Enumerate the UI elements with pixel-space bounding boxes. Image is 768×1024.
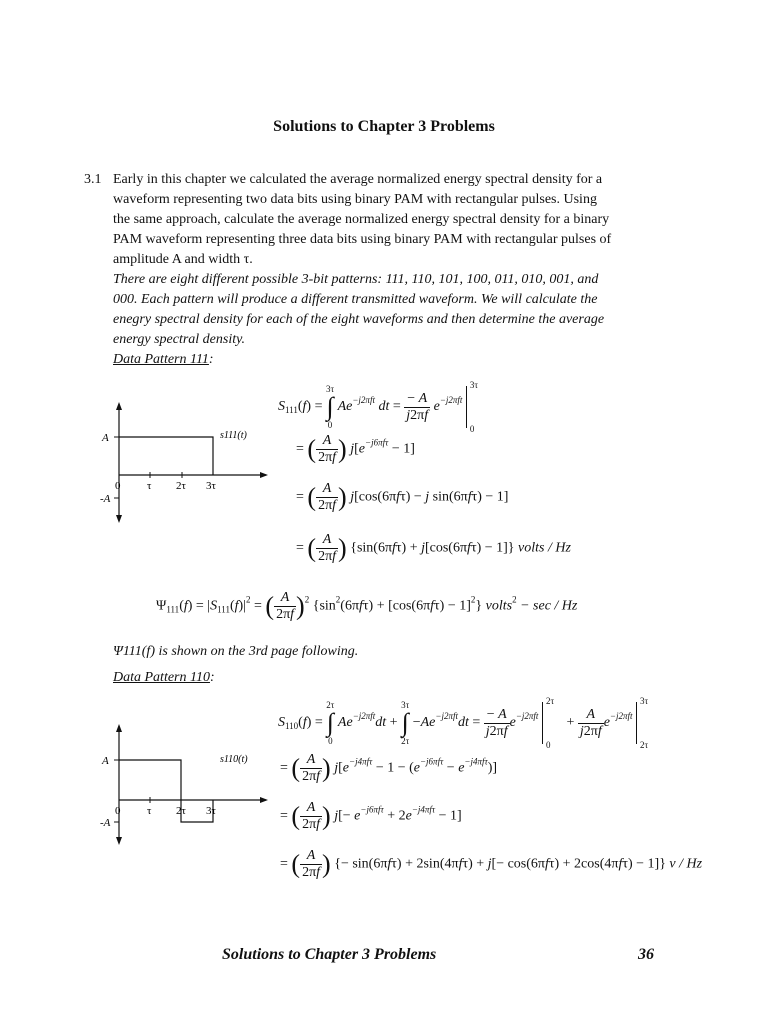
statement-line: amplitude A and width τ. bbox=[113, 252, 253, 267]
waveform-plot-111 bbox=[98, 400, 268, 525]
equation-s111: $S_{111}(f)$ = 3τ ∫ 0 $Ae^{-j2\pi ft}$ dt = $\frac{- A}{j2\pi f}$ $e^{-j2\pi ft}$ 3τ 0 bbox=[278, 384, 487, 430]
page-number: 36 bbox=[638, 946, 654, 963]
equation-psi111: $\Psi_{111}(f) = |S_{111}(f)|^2$ = ( $\frac{A}{2\pi f}$ )$^2$ $\{\sin^2(6\pi f\tau) + [\cos(6\pi f\tau) - 1]^2\}$ volts$^2$ − sec / Hz bbox=[156, 590, 578, 622]
intro-line: enegry spectral density for each of the eight waveforms and then determine the average bbox=[113, 312, 605, 327]
waveform-plot-110 bbox=[98, 722, 268, 847]
amp-neg-label: -A bbox=[100, 817, 111, 829]
x-axis-arrow bbox=[260, 472, 268, 478]
solution-intro bbox=[113, 270, 653, 350]
problem-number: 3.1 bbox=[84, 172, 102, 187]
pattern-110-heading-text: Data Pattern 110 bbox=[113, 670, 210, 685]
equation-s110-step2: = ( $\frac{A}{2\pi f}$ ) $j[e^{-j4\pi f\tau} - 1 - (e^{-j6\pi f\tau} - e^{-j4\pi f\tau})]$ bbox=[280, 752, 498, 784]
y-axis-arrow-up bbox=[116, 402, 122, 410]
t-0: 0 bbox=[115, 805, 121, 817]
equation-s110: $S_{110}(f)$ = 2τ ∫ 0 $Ae^{-j2\pi ft}dt$ + 3τ ∫ 2τ $-Ae^{-j2\pi ft}dt$ = $\frac{- A}{j2\pi f}$ $e^{-j2\pi ft}$ 2τ 0 + $\frac{A}{j2\pi f}$ $e^{-j2\pi ft}$ 3τ 2τ bbox=[278, 700, 655, 746]
equation-s111-step4: = ( $\frac{A}{2\pi f}$ ) {sin(6πfτ) + j[cos(6πfτ) − 1]} volts / Hz bbox=[296, 532, 571, 564]
t-2tau: 2τ bbox=[176, 805, 186, 817]
statement-line: PAM waveform representing three data bits using binary PAM with rectangular pulses of bbox=[113, 232, 612, 247]
page-title: Solutions to Chapter 3 Problems bbox=[273, 118, 495, 135]
pattern-110-heading bbox=[113, 668, 653, 688]
t-2tau: 2τ bbox=[176, 480, 186, 492]
y-axis-arrow-down bbox=[116, 515, 122, 523]
y-axis-arrow-up bbox=[116, 724, 122, 732]
footer-title: Solutions to Chapter 3 Problems bbox=[222, 946, 437, 963]
heading-colon: : bbox=[208, 352, 214, 367]
pulse-waveform bbox=[119, 437, 213, 475]
t-tau: τ bbox=[147, 805, 152, 817]
intro-line: There are eight different possible 3-bit patterns: 111, 110, 101, 100, 011, 010, 001, and bbox=[113, 272, 599, 287]
intro-line: energy spectral density. bbox=[113, 332, 246, 347]
equation-s110-step4: = ( $\frac{A}{2\pi f}$ ) {− sin(6πfτ) + 2sin(4πfτ) + j[− cos(6πfτ) + 2cos(4πfτ) − 1]} v / Hz bbox=[280, 848, 703, 880]
equation-s110-step3: = ( $\frac{A}{2\pi f}$ ) $j[- e^{-j6\pi f\tau} + 2e^{-j4\pi f\tau} - 1]$ bbox=[280, 800, 462, 832]
equation-s111-step2: = ( $\frac{A}{2\pi f}$ ) $j[e^{-j6\pi f\tau} - 1]$ bbox=[296, 433, 415, 465]
signal-label: s111(t) bbox=[220, 430, 247, 441]
t-3tau: 3τ bbox=[206, 480, 216, 492]
t-tau: τ bbox=[147, 480, 152, 492]
signal-label: s110(t) bbox=[220, 754, 248, 765]
pattern-111-heading bbox=[113, 350, 653, 370]
intro-line: 000. Each pattern will produce a different transmitted waveform. We will calculate the bbox=[113, 292, 598, 307]
y-axis-arrow-down bbox=[116, 837, 122, 845]
amp-pos-label: A bbox=[102, 432, 109, 444]
heading-colon: : bbox=[209, 670, 215, 685]
equation-s111-step3: = ( $\frac{A}{2\pi f}$ ) j[cos(6πfτ) − j sin(6πfτ) − 1] bbox=[296, 481, 509, 513]
pulse-waveform bbox=[119, 760, 213, 822]
x-axis-arrow bbox=[260, 797, 268, 803]
amp-pos-label: A bbox=[102, 755, 109, 767]
statement-line: the same approach, calculate the average normalized energy spectral density for a binary bbox=[113, 212, 610, 227]
amp-neg-label: -A bbox=[100, 493, 111, 505]
problem-statement bbox=[113, 170, 653, 270]
t-3tau: 3τ bbox=[206, 805, 216, 817]
psi111-note: Ψ111(f) is shown on the 3rd page following. bbox=[113, 644, 359, 659]
statement-line: waveform representing two data bits using binary PAM with rectangular pulses. Using bbox=[113, 192, 597, 207]
pattern-111-heading-text: Data Pattern 111 bbox=[113, 352, 209, 367]
statement-line: Early in this chapter we calculated the average normalized energy spectral density for a bbox=[113, 172, 603, 187]
t-0: 0 bbox=[115, 480, 121, 492]
